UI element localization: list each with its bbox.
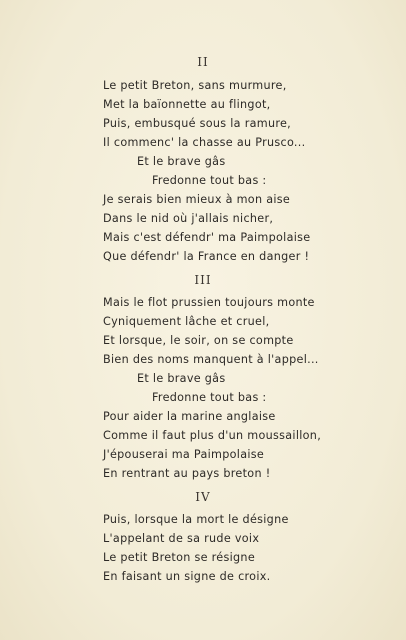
stanza-number: IV <box>195 490 211 504</box>
verse-line: Pour aider la marine anglaise <box>103 410 276 423</box>
verse-line-refrain: Et le brave gâs <box>137 155 226 168</box>
verse-line: Puis, lorsque la mort le désigne <box>103 513 289 526</box>
verse-line: Comme il faut plus d'un moussaillon, <box>103 429 322 442</box>
verse-line: En rentrant au pays breton ! <box>103 467 271 480</box>
verse-line: J'épouserai ma Paimpolaise <box>103 448 265 461</box>
verse-line-refrain: Fredonne tout bas : <box>152 391 267 404</box>
verse-line: Le petit Breton, sans murmure, <box>103 79 287 92</box>
verse-line-refrain: Fredonne tout bas : <box>152 174 267 187</box>
verse-line: Je serais bien mieux à mon aise <box>103 193 291 206</box>
stanza-number: II <box>197 55 209 69</box>
verse-line: Mais le flot prussien toujours monte <box>103 296 315 309</box>
verse-line: Que défendr' la France en danger ! <box>103 250 310 263</box>
verse-line: Cyniquement lâche et cruel, <box>103 315 270 328</box>
verse-line: Il commenc' la chasse au Prusco... <box>103 136 306 149</box>
verse-line: Dans le nid où j'allais nicher, <box>103 212 274 225</box>
verse-line: En faisant un signe de croix. <box>103 570 271 583</box>
verse-line: Mais c'est défendr' ma Paimpolaise <box>103 231 311 244</box>
stanza-number: III <box>194 273 212 287</box>
verse-line: Bien des noms manquent à l'appel... <box>103 353 319 366</box>
verse-line: Met la baïonnette au flingot, <box>103 98 271 111</box>
verse-line: Puis, embusqué sous la ramure, <box>103 117 292 130</box>
verse-line: Et lorsque, le soir, on se compte <box>103 334 294 347</box>
verse-line: L'appelant de sa rude voix <box>103 532 260 545</box>
verse-line: Le petit Breton se résigne <box>103 551 256 564</box>
verse-line-refrain: Et le brave gâs <box>137 372 226 385</box>
